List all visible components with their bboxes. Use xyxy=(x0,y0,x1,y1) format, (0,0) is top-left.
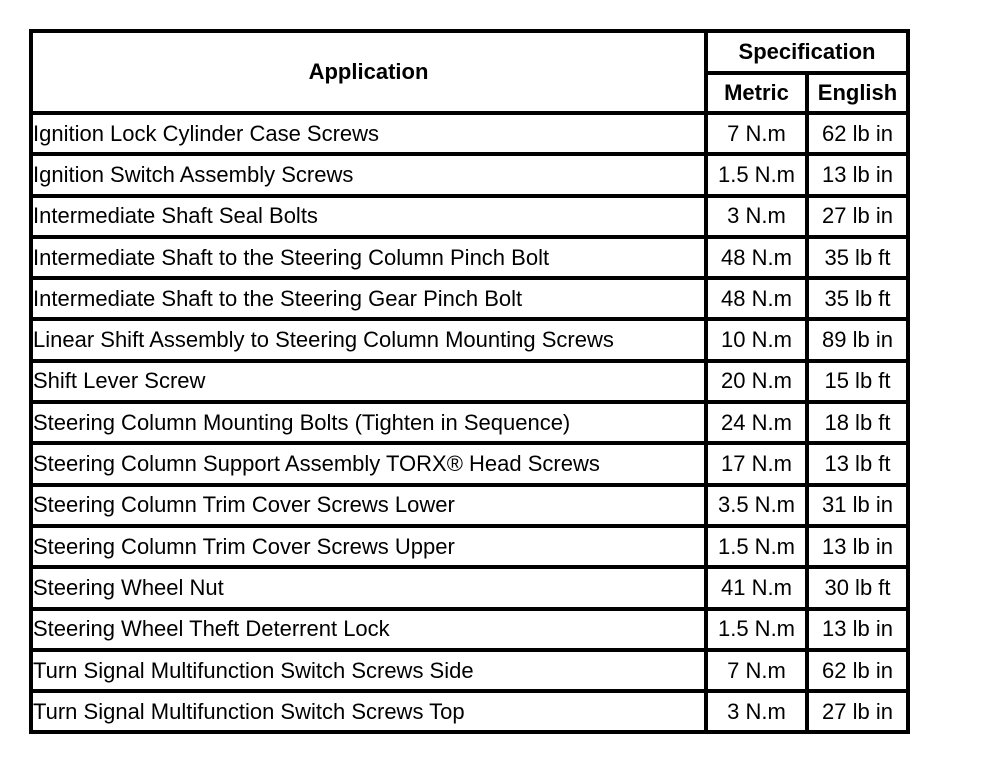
header-row-top xyxy=(33,33,910,75)
metric-cell: 48 N.m xyxy=(708,239,809,280)
metric-cell: 3.5 N.m xyxy=(708,487,809,528)
metric-cell: 10 N.m xyxy=(708,321,809,362)
table-row xyxy=(33,528,910,569)
english-cell: 30 lb ft xyxy=(809,569,910,610)
metric-cell: 20 N.m xyxy=(708,363,809,404)
table-header xyxy=(33,33,910,115)
table-row xyxy=(33,115,910,156)
metric-cell: 7 N.m xyxy=(708,115,809,156)
english-cell: 62 lb in xyxy=(809,115,910,156)
table-row xyxy=(33,239,910,280)
specification-header: Specification xyxy=(708,33,910,75)
english-cell: 27 lb in xyxy=(809,693,910,734)
english-cell: 13 lb in xyxy=(809,611,910,652)
metric-cell: 17 N.m xyxy=(708,445,809,486)
table-row xyxy=(33,404,910,445)
english-cell: 13 lb in xyxy=(809,156,910,197)
table-row xyxy=(33,569,910,610)
metric-header: Metric xyxy=(708,75,809,115)
metric-cell: 1.5 N.m xyxy=(708,528,809,569)
english-cell: 89 lb in xyxy=(809,321,910,362)
metric-cell: 41 N.m xyxy=(708,569,809,610)
application-cell: Linear Shift Assembly to Steering Column Mounting Screws xyxy=(33,321,708,362)
english-cell: 31 lb in xyxy=(809,487,910,528)
english-cell: 62 lb in xyxy=(809,652,910,693)
application-cell: Intermediate Shaft to the Steering Gear Pinch Bolt xyxy=(33,280,708,321)
application-cell: Steering Column Support Assembly TORX® Head Screws xyxy=(33,445,708,486)
table-row xyxy=(33,198,910,239)
metric-cell: 1.5 N.m xyxy=(708,611,809,652)
table-row xyxy=(33,363,910,404)
application-cell: Steering Wheel Nut xyxy=(33,569,708,610)
english-cell: 13 lb ft xyxy=(809,445,910,486)
english-cell: 13 lb in xyxy=(809,528,910,569)
table-row xyxy=(33,156,910,197)
table-row xyxy=(33,611,910,652)
application-cell: Steering Column Mounting Bolts (Tighten in Sequence) xyxy=(33,404,708,445)
metric-cell: 1.5 N.m xyxy=(708,156,809,197)
english-cell: 18 lb ft xyxy=(809,404,910,445)
application-cell: Ignition Switch Assembly Screws xyxy=(33,156,708,197)
table-row xyxy=(33,321,910,362)
application-header: Application xyxy=(33,33,708,115)
application-cell: Intermediate Shaft Seal Bolts xyxy=(33,198,708,239)
application-cell: Turn Signal Multifunction Switch Screws Top xyxy=(33,693,708,734)
metric-cell: 7 N.m xyxy=(708,652,809,693)
application-cell: Intermediate Shaft to the Steering Column Pinch Bolt xyxy=(33,239,708,280)
metric-cell: 3 N.m xyxy=(708,198,809,239)
application-cell: Ignition Lock Cylinder Case Screws xyxy=(33,115,708,156)
english-cell: 35 lb ft xyxy=(809,280,910,321)
english-cell: 27 lb in xyxy=(809,198,910,239)
fastener-torque-table xyxy=(29,29,910,734)
application-cell: Turn Signal Multifunction Switch Screws Side xyxy=(33,652,708,693)
metric-cell: 48 N.m xyxy=(708,280,809,321)
table-row xyxy=(33,652,910,693)
application-cell: Steering Column Trim Cover Screws Upper xyxy=(33,528,708,569)
metric-cell: 24 N.m xyxy=(708,404,809,445)
table-row xyxy=(33,280,910,321)
english-cell: 15 lb ft xyxy=(809,363,910,404)
table-row xyxy=(33,487,910,528)
metric-cell: 3 N.m xyxy=(708,693,809,734)
application-cell: Shift Lever Screw xyxy=(33,363,708,404)
table-row xyxy=(33,445,910,486)
application-cell: Steering Column Trim Cover Screws Lower xyxy=(33,487,708,528)
english-header: English xyxy=(809,75,910,115)
table-body xyxy=(33,115,910,734)
application-cell: Steering Wheel Theft Deterrent Lock xyxy=(33,611,708,652)
english-cell: 35 lb ft xyxy=(809,239,910,280)
table-row xyxy=(33,693,910,734)
